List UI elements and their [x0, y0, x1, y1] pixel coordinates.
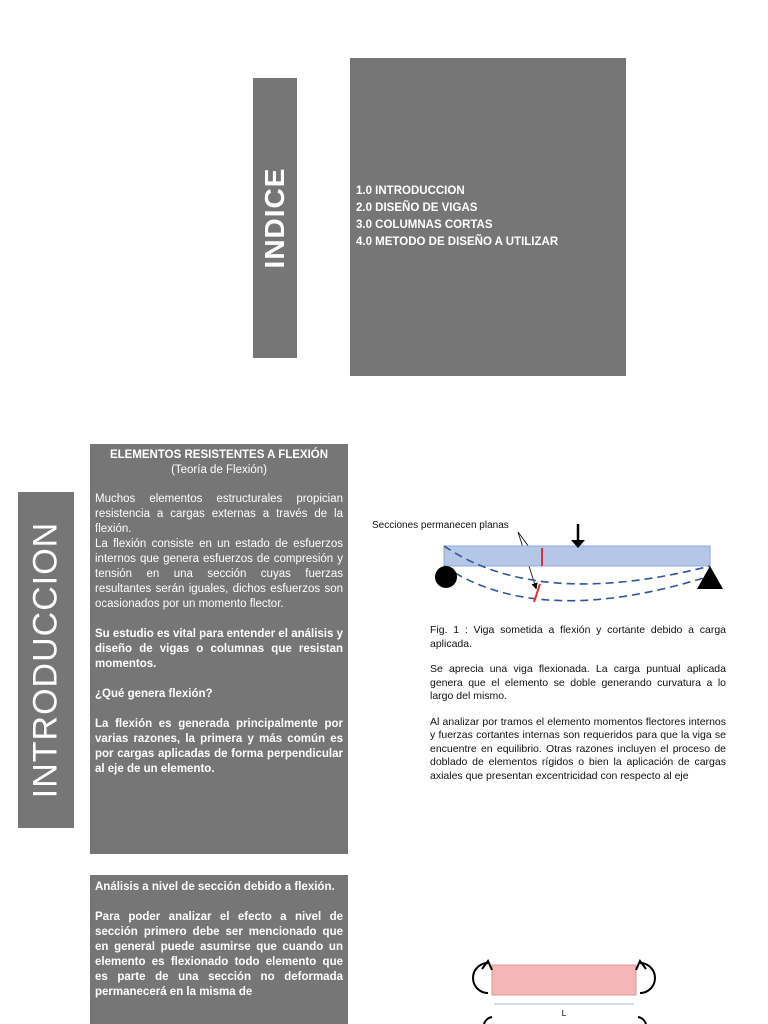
question-heading: ¿Qué genera flexión?: [95, 688, 213, 700]
pink-beam: [492, 965, 636, 995]
paragraph: Se aprecia una viga flexionada. La carga puntual aplicada genera que el elemento se doble generando curvatura a lo largo del mismo.: [430, 663, 726, 702]
indice-item: 2.0 DISEÑO DE VIGAS: [356, 202, 478, 214]
beam: [444, 546, 710, 566]
length-label: L: [561, 1009, 567, 1018]
paragraph: Al analizar por tramos el elemento momentos flectores internos y fuerzas cortantes internas son requeridos para que la viga se encuentre en equilibrio. Otras razones incluyen el proceso de doblado de elementos rígidos o bien la aplicación de cargas axiales que presentan excentricidad con respecto al eje: [430, 715, 726, 782]
beam-moment-figure: [470, 955, 670, 1024]
moment-arrow-head: [636, 961, 646, 970]
flexion-title: ELEMENTOS RESISTENTES A FLEXIÓN: [109, 449, 329, 461]
moment-arrow-lower: [484, 1017, 492, 1024]
indice-item: 1.0 INTRODUCCION: [356, 185, 465, 197]
flexion-subtitle: (Teoría de Flexión): [171, 464, 267, 476]
introduccion-title: INTRODUCCION: [26, 521, 65, 799]
indice-title: INDICE: [259, 167, 290, 269]
flexion-text-box: [90, 444, 348, 854]
paragraph: [95, 492, 343, 612]
indice-box: [350, 58, 626, 376]
paragraph: Para poder analizar el efecto a nivel de sección primero debe ser mencionado que en general puede asumirse que cuando un elemento es flexionado todo elemento que es parte de una sección no deformada permanecerá en la misma de: [95, 911, 343, 998]
moment-arrow-head: [482, 961, 492, 970]
seccion-heading: Análisis a nivel de sección debido a flexión.: [95, 881, 335, 893]
moment-arrow-lower: [638, 1017, 646, 1024]
moment-arrow-right: [640, 963, 655, 993]
figure-caption: Fig. 1 : Viga sometida a flexión y cortante debido a carga aplicada.: [430, 624, 726, 650]
plane-section: [534, 584, 540, 602]
flexion-heading: [95, 448, 343, 478]
indice-tab: [253, 78, 297, 358]
introduccion-tab: [18, 492, 74, 828]
paragraph-line: La flexión consiste en un estado de esfuerzos internos que genera esfuerzos de compresión y tensión en una sección cuyas fuerzas resultantes serán iguales, dichos esfuerzos son ocasionados por un momento flector.: [95, 538, 343, 610]
figure-label: Secciones permanecen planas: [372, 520, 509, 531]
paragraph: Su estudio es vital para entender el análisis y diseño de vigas o columnas que resistan momentos.: [95, 628, 343, 670]
paragraph-line: Muchos elementos estructurales propician resistencia a cargas externas a través de la flexión.: [95, 493, 343, 535]
indice-item: 4.0 METODO DE DISEÑO A UTILIZAR: [356, 236, 559, 248]
moment-arrow-left: [473, 963, 488, 993]
indice-item: 3.0 COLUMNAS CORTAS: [356, 219, 493, 231]
roller-support: [697, 566, 723, 589]
deflection-curve: [444, 566, 710, 601]
indice-list: [356, 183, 558, 251]
seccion-text-box: [90, 875, 348, 1024]
paragraph: La flexión es generada principalmente por varias razones, la primera y más común es por cargas aplicadas de forma perpendicular al eje de un elemento.: [95, 718, 343, 775]
figure-description: [430, 624, 726, 795]
pin-support: [435, 566, 457, 588]
